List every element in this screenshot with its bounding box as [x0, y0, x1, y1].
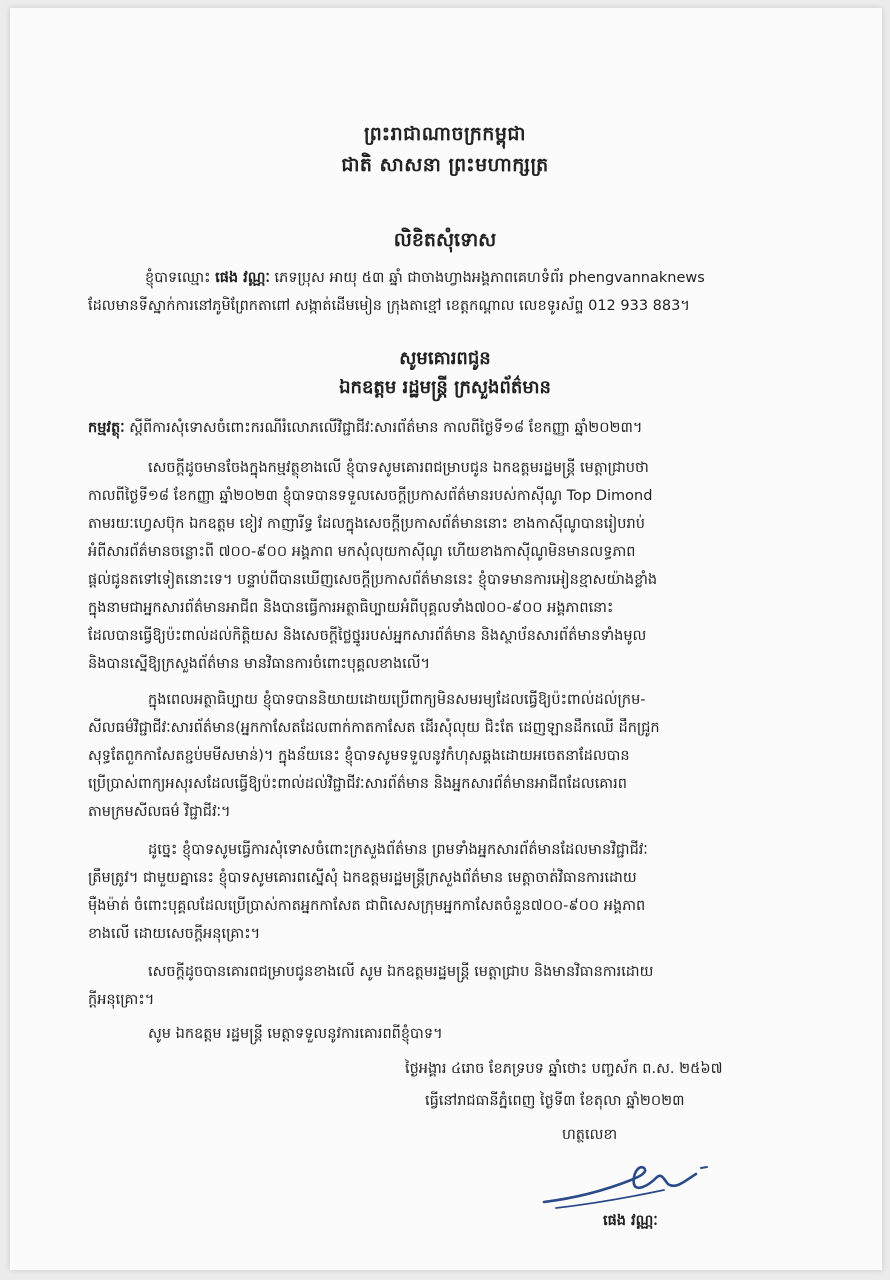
p1-line: កាលពីថ្ងៃទី១៨ ខែកញ្ញា ឆ្នាំ២០២៣ ខ្ញុំបាទបានទទួលសេចក្តីប្រកាសព័ត៌មានរបស់កាស៊ីណូ Top Dimond [88, 488, 653, 504]
recipient-greeting: សូមគោរពជូន [399, 348, 491, 369]
subject-line [88, 418, 642, 438]
p1-line: និងបានស្នើឱ្យក្រសួងព័ត៌មាន មានវិធានការចំពោះបុគ្គលខាងលើ។ [88, 656, 431, 672]
date-solar: ធ្វើនៅរាជធានីភ្នំពេញ ថ្ងៃទី៣ ខែតុលា ឆ្នាំ២០២៣ [425, 1093, 685, 1109]
p2-line: តាមក្រមសីលធម៌ វិជ្ជាជីវៈ។ [88, 804, 231, 820]
p3-line: ត្រឹមត្រូវ។ ជាមួយគ្នានេះ ខ្ញុំបាទសូមគោរពស្នើសុំ ឯកឧត្តមរដ្ឋមន្ត្រីក្រសួងព័ត៌មាន មេត្តាចាត់វិធានការដោយ [88, 870, 637, 886]
p1-line: ផ្តល់ជូនតទៅទៀតនោះទេ។ បន្ទាប់ពីបានឃើញសេចក្តីប្រកាសព័ត៌មាននេះ ខ្ញុំបាទមានការអៀនខ្មាសយ៉ាងខ្លាំង [88, 572, 658, 588]
p1-line: សេចក្តីដូចមានចែងក្នុងកម្មវត្ថុខាងលើ ខ្ញុំបាទសូមគោរពជម្រាបជូន ឯកឧត្តមរដ្ឋមន្ត្រី មេត្តាជ្រាបថា [148, 460, 649, 476]
p1-line: ដែលបានធ្វើឱ្យប៉ះពាល់ដល់កិត្តិយស និងសេចក្តីថ្លៃថ្នូររបស់អ្នកសារព័ត៌មាន និងស្ថាប័នសារព័ត៌មានទាំងមូល [88, 628, 647, 644]
intro-line-1: ខ្ញុំបាទឈ្មោះ ផេង វណ្ណៈ ភេទប្រុស អាយុ ៥៣ ឆ្នាំ ជាចាងហ្វាងអង្គភាពគេហទំព័រ phengvannaknews [145, 270, 705, 286]
p2-line: ក្នុងពេលអត្ថាធិប្បាយ ខ្ញុំបាទបាននិយាយដោយប្រើពាក្យមិនសមរម្យដែលធ្វើឱ្យប៉ះពាល់ដល់ក្រម- [148, 692, 646, 708]
signature-label: ហត្ថលេខា [562, 1127, 618, 1143]
author-name: ផេង វណ្ណៈ [215, 270, 270, 286]
handwritten-signature [536, 1150, 726, 1220]
p3-line: ខាងលើ ដោយសេចក្តីអនុគ្រោះ។ [88, 926, 261, 942]
intro-line-2: ដែលមានទីស្នាក់ការនៅភូមិព្រែកតាពៅ សង្កាត់ដើមមៀន ក្រុងតាខ្មៅ ខេត្តកណ្តាល លេខទូរស័ព្ទ 012 933 883។ [88, 298, 690, 314]
kingdom-heading: ព្រះរាជាណាចក្រកម្ពុជា [364, 123, 526, 145]
p3-line: ម៉ឺងម៉ាត់ ចំពោះបុគ្គលដែលប្រើប្រាស់កាតអ្នកកាសែត ជាពិសេសក្រុមអ្នកកាសែតចំនួន៧០០-៩០០ អង្គភាព [88, 898, 646, 914]
p1-line: តាមរយៈហ្វេសប៊ុក ឯកឧត្តម ខៀវ កាញារីទ្ធ ដែលក្នុងសេចក្តីប្រកាសព័ត៌មាននោះ ខាងកាស៊ីណូបានរៀបរាប់ [88, 516, 645, 532]
p4-line: ក្តីអនុគ្រោះ។ [88, 992, 155, 1008]
subject-label: កម្មវត្ថុៈ [88, 420, 125, 436]
recipient-title: ឯកឧត្តម រដ្ឋមន្ត្រី ក្រសួងព័ត៌មាន [339, 377, 551, 398]
p2-line: ប្រើប្រាស់ពាក្យអសុរសដែលធ្វើឱ្យប៉ះពាល់ដល់វិជ្ជាជីវៈសារព័ត៌មាន និងអ្នកសារព័ត៌មានអាជីពដែលគោរព [88, 776, 627, 792]
p2-line: សុទ្ធតែពួកកាសែតខ្ជប់មមីសមាន់)។ ក្នុងន័យនេះ ខ្ញុំបាទសូមទទួលនូវកំហុសឆ្គងដោយអចេតនាដែលបាន [88, 748, 630, 764]
p1-line: អំពីសារព័ត៌មានចន្លោះពី ៧០០-៩០០ អង្គភាព មកសុំលុយកាស៊ីណូ ហើយខាងកាស៊ីណូមិនមានលទ្ធភាព [88, 544, 636, 560]
date-lunar: ថ្ងៃអង្គារ ៤រោច ខែភទ្របទ ឆ្នាំថោះ បញ្ចស័ក ព.ស. ២៥៦៧ [405, 1061, 723, 1077]
motto-heading: ជាតិ សាសនា ព្រះមហាក្សត្រ [341, 154, 549, 176]
p3-line: ដូច្នេះ ខ្ញុំបាទសូមធ្វើការសុំទោសចំពោះក្រសួងព័ត៌មាន ព្រមទាំងអ្នកសារព័ត៌មានដែលមានវិជ្ជាជីវៈ [148, 842, 648, 858]
document-title: លិខិតសុំទោស [393, 229, 497, 251]
closing-line: សូម ឯកឧត្តម រដ្ឋមន្ត្រី មេត្តាទទួលនូវការគោរពពីខ្ញុំបាទ។ [148, 1026, 443, 1042]
subject-text: ស្តីពីការសុំទោសចំពោះករណីរំលោភលើវិជ្ជាជីវៈសារព័ត៌មាន កាលពីថ្ងៃទី១៨ ខែកញ្ញា ឆ្នាំ២០២៣។ [129, 420, 643, 436]
signer-name: ផេង វណ្ណៈ [603, 1213, 658, 1229]
p2-line: សីលធម៌វិជ្ជាជីវៈសារព័ត៌មាន(អ្នកកាសែតដែលពាក់កាតកាសែត ដើរសុំលុយ ជិះតែ ដេញឡានដឹកឈើ ដឹកជ្រូក [88, 720, 660, 736]
p1-line: ក្នុងនាមជាអ្នកសារព័ត៌មានអាជីព និងបានធ្វើការអត្ថាធិប្បាយអំពីបុគ្គលទាំង៧០០-៩០០ អង្គភាពនោះ [88, 600, 614, 616]
p4-line: សេចក្តីដូចបានគោរពជម្រាបជូនខាងលើ សូម ឯកឧត្តមរដ្ឋមន្ត្រី មេត្តាជ្រាប និងមានវិធានការដោយ [148, 964, 654, 980]
